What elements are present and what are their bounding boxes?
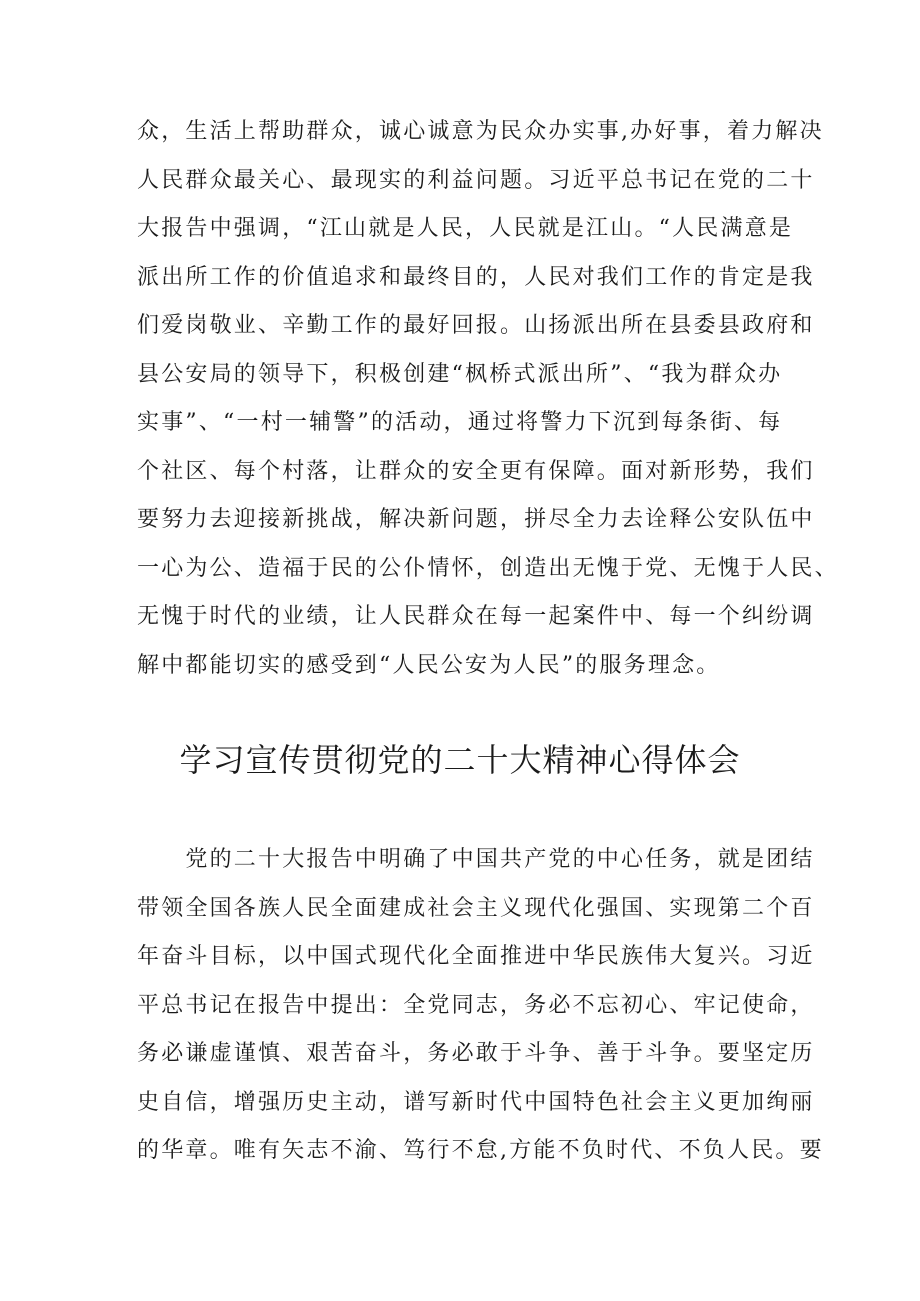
text-line: 史自信，增强历史主动，谱写新时代中国特色社会主义更加绚丽 (137, 1089, 815, 1115)
section-title: 学习宣传贯彻党的二十大精神心得体会 (179, 741, 741, 779)
text-line: 派出所工作的价值追求和最终目的，人民对我们工作的肯定是我 (137, 264, 815, 290)
text-line: 人民群众最关心、最现实的利益问题。习近平总书记在党的二十 (137, 167, 815, 193)
text-line: 年奋斗目标，以中国式现代化全面推进中华民族伟大复兴。习近 (137, 944, 815, 969)
text-line: 无愧于时代的业绩，让人民群众在每一起案件中、每一个纠纷调 (137, 604, 815, 629)
body-paragraph-2 (137, 836, 824, 1176)
text-line: 众，生活上帮助群众，诚心诚意为民众办实事,办好事，着力解决 (137, 119, 824, 144)
text-line: 个社区、每个村落，让群众的安全更有保障。面对新形势，我们 (137, 458, 815, 484)
text-line: 实事”、“一村一辅警”的活动，通过将警力下沉到每条街、每 (137, 410, 783, 435)
text-line: 党的二十大报告中明确了中国共产党的中心任务，就是团结 (137, 847, 815, 872)
body-paragraph-1 (137, 108, 839, 690)
text-line: 务必谦虚谨慎、艰苦奋斗，务必敢于斗争、善于斗争。要坚定历 (137, 1041, 815, 1066)
text-line: 一心为公、造福于民的公仆情怀，创造出无愧于党、无愧于人民、 (137, 555, 839, 581)
text-line: 要努力去迎接新挑战，解决新问题，拼尽全力去诠释公安队伍中 (137, 507, 815, 532)
text-line: 们爱岗敬业、辛勤工作的最好回报。山扬派出所在县委县政府和 (137, 313, 815, 338)
text-line: 带领全国各族人民全面建成社会主义现代化强国、实现第二个百 (137, 895, 815, 921)
text-line: 的华章。唯有矢志不渝、笃行不怠,方能不负时代、不负人民。要 (137, 1138, 824, 1163)
text-line: 解中都能切实的感受到“人民公安为人民”的服务理念。 (137, 652, 721, 678)
text-line: 平总书记在报告中提出：全党同志，务必不忘初心、牢记使命， (137, 992, 815, 1018)
text-line: 大报告中强调，“江山就是人民，人民就是江山。“人民满意是 (137, 216, 794, 241)
text-line: 县公安局的领导下，积极创建“枫桥式派出所”、“我为群众办 (137, 361, 783, 387)
